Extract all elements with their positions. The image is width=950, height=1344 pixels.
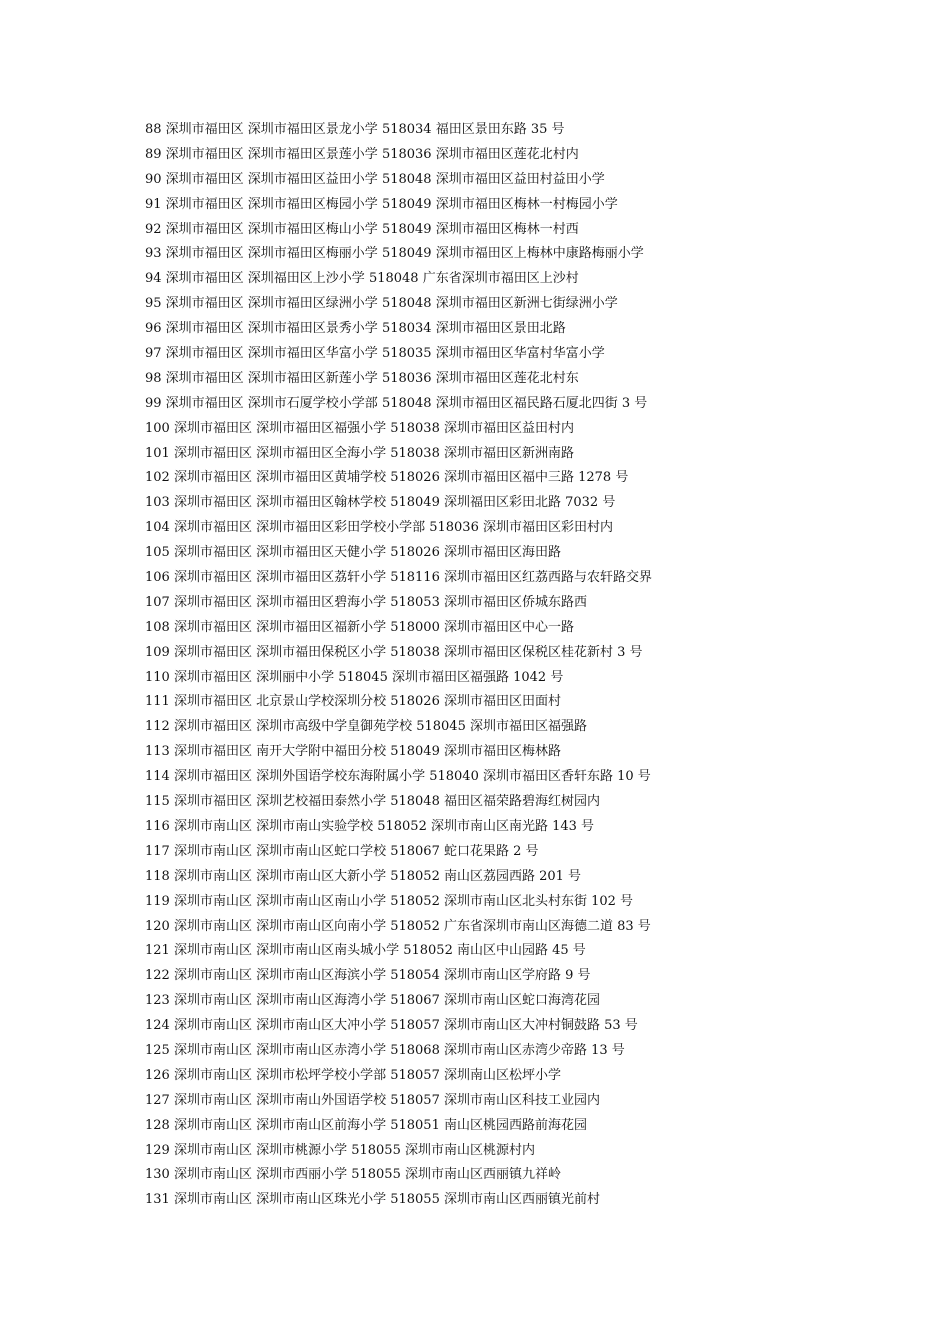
list-item: 95 深圳市福田区 深圳市福田区绿洲小学 518048 深圳市福田区新洲七街绿洲小学 [145,296,618,312]
list-item: 107 深圳市福田区 深圳市福田区碧海小学 518053 深圳市福田区侨城东路西 [145,594,587,610]
list-item: 127 深圳市南山区 深圳市南山外国语学校 518057 深圳市南山区科技工业园内 [145,1092,600,1108]
list-item: 114 深圳市福田区 深圳外国语学校东海附属小学 518040 深圳市福田区香轩东路 10 号 [145,769,651,785]
list-item: 131 深圳市南山区 深圳市南山区珠光小学 518055 深圳市南山区西丽镇光前村 [145,1192,600,1208]
list-item: 115 深圳市福田区 深圳艺校福田泰然小学 518048 福田区福荣路碧海红树园内 [145,794,600,810]
list-item: 93 深圳市福田区 深圳市福田区梅丽小学 518049 深圳市福田区上梅林中康路梅丽小学 [145,246,644,262]
list-item: 123 深圳市南山区 深圳市南山区海湾小学 518067 深圳市南山区蛇口海湾花园 [145,993,600,1009]
list-item: 90 深圳市福田区 深圳市福田区益田小学 518048 深圳市福田区益田村益田小学 [145,171,605,187]
list-item: 92 深圳市福田区 深圳市福田区梅山小学 518049 深圳市福田区梅林一村西 [145,221,579,237]
list-item: 108 深圳市福田区 深圳市福田区福新小学 518000 深圳市福田区中心一路 [145,619,574,635]
list-item: 110 深圳市福田区 深圳丽中小学 518045 深圳市福田区福强路 1042 号 [145,669,564,685]
list-item: 105 深圳市福田区 深圳市福田区天健小学 518026 深圳市福田区海田路 [145,545,561,561]
list-item: 89 深圳市福田区 深圳市福田区景莲小学 518036 深圳市福田区莲花北村内 [145,146,579,162]
list-item: 130 深圳市南山区 深圳市西丽小学 518055 深圳市南山区西丽镇九祥岭 [145,1167,561,1183]
list-item: 97 深圳市福田区 深圳市福田区华富小学 518035 深圳市福田区华富村华富小学 [145,346,605,362]
list-item: 91 深圳市福田区 深圳市福田区梅园小学 518049 深圳市福田区梅林一村梅园小学 [145,196,618,212]
list-item: 126 深圳市南山区 深圳市松坪学校小学部 518057 深圳南山区松坪小学 [145,1067,561,1083]
list-item: 112 深圳市福田区 深圳市高级中学皇御苑学校 518045 深圳市福田区福强路 [145,719,587,735]
list-item: 101 深圳市福田区 深圳市福田区全海小学 518038 深圳市福田区新洲南路 [145,445,574,461]
list-item: 94 深圳市福田区 深圳福田区上沙小学 518048 广东省深圳市福田区上沙村 [145,271,579,287]
school-list [145,118,925,1213]
list-item: 104 深圳市福田区 深圳市福田区彩田学校小学部 518036 深圳市福田区彩田村内 [145,520,613,536]
list-item: 111 深圳市福田区 北京景山学校深圳分校 518026 深圳市福田区田面村 [145,694,561,710]
list-item: 109 深圳市福田区 深圳市福田保税区小学 518038 深圳市福田区保税区桂花新村 3 号 [145,644,643,660]
list-item: 106 深圳市福田区 深圳市福田区荔轩小学 518116 深圳市福田区红荔西路与农轩路交界 [145,570,652,586]
list-item: 128 深圳市南山区 深圳市南山区前海小学 518051 南山区桃园西路前海花园 [145,1117,587,1133]
list-item: 96 深圳市福田区 深圳市福田区景秀小学 518034 深圳市福田区景田北路 [145,321,566,337]
list-item: 122 深圳市南山区 深圳市南山区海滨小学 518054 深圳市南山区学府路 9 号 [145,968,591,984]
list-item: 129 深圳市南山区 深圳市桃源小学 518055 深圳市南山区桃源村内 [145,1142,535,1158]
list-item: 103 深圳市福田区 深圳市福田区翰林学校 518049 深圳福田区彩田北路 7032 号 [145,495,616,511]
list-item: 117 深圳市南山区 深圳市南山区蛇口学校 518067 蛇口花果路 2 号 [145,843,539,859]
list-item: 116 深圳市南山区 深圳市南山实验学校 518052 深圳市南山区南光路 143 号 [145,818,595,834]
list-item: 102 深圳市福田区 深圳市福田区黄埔学校 518026 深圳市福田区福中三路 1278 号 [145,470,629,486]
list-item: 100 深圳市福田区 深圳市福田区福强小学 518038 深圳市福田区益田村内 [145,420,574,436]
list-item: 119 深圳市南山区 深圳市南山区南山小学 518052 深圳市南山区北头村东街 102 号 [145,893,634,909]
list-item: 99 深圳市福田区 深圳市石厦学校小学部 518048 深圳市福田区福民路石厦北四街 3 号 [145,395,648,411]
list-item: 113 深圳市福田区 南开大学附中福田分校 518049 深圳市福田区梅林路 [145,744,561,760]
list-item: 118 深圳市南山区 深圳市南山区大新小学 518052 南山区荔园西路 201 号 [145,868,582,884]
list-item: 98 深圳市福田区 深圳市福田区新莲小学 518036 深圳市福田区莲花北村东 [145,370,579,386]
list-item: 125 深圳市南山区 深圳市南山区赤湾小学 518068 深圳市南山区赤湾少帝路 13 号 [145,1042,625,1058]
list-item: 88 深圳市福田区 深圳市福田区景龙小学 518034 福田区景田东路 35 号 [145,122,565,137]
list-item: 120 深圳市南山区 深圳市南山区向南小学 518052 广东省深圳市南山区海德二道 83 号 [145,918,651,934]
list-item: 124 深圳市南山区 深圳市南山区大冲小学 518057 深圳市南山区大冲村铜鼓路 53 号 [145,1018,638,1034]
list-item: 121 深圳市南山区 深圳市南山区南头城小学 518052 南山区中山园路 45 号 [145,943,586,959]
